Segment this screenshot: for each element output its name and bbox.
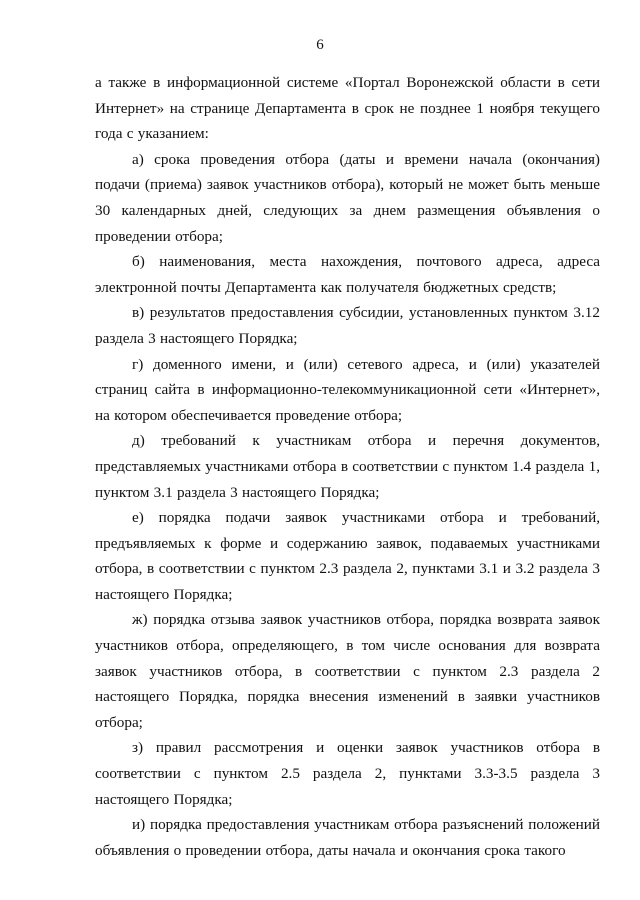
document-body xyxy=(95,70,600,863)
paragraph-item-i: и) порядка предоставления участникам отбора разъяснений положений объявления о проведении отбора, даты начала и окончания срока такого xyxy=(95,816,600,859)
page-number: 6 xyxy=(316,37,324,53)
paragraph-item-b: б) наименования, места нахождения, почтового адреса, адреса электронной почты Департамента как получателя бюджетных средств; xyxy=(95,253,600,296)
paragraph-intro: а также в информационной системе «Портал Воронежской области в сети Интернет» на странице Департамента в срок не позднее 1 ноября текущего года с указанием: xyxy=(95,74,600,143)
paragraph-item-a: а) срока проведения отбора (даты и времени начала (окончания) подачи (приема) заявок участников отбора), который не может быть меньше 30 календарных дней, следующих за днем размещения объявления о проведении отбора; xyxy=(95,150,600,245)
paragraph-item-v: в) результатов предоставления субсидии, установленных пунктом 3.12 раздела 3 настоящего Порядка; xyxy=(95,304,600,347)
paragraph-item-d: д) требований к участникам отбора и перечня документов, представляемых участниками отбора в соответствии с пунктом 1.4 раздела 1, пунктом 3.1 раздела 3 настоящего Порядка; xyxy=(95,432,600,501)
paragraph-item-g: г) доменного имени, и (или) сетевого адреса, и (или) указателей страниц сайта в информационно-телекоммуникационной сети «Интернет», на котором обеспечивается проведение отбора; xyxy=(95,355,600,424)
paragraph-item-e: е) порядка подачи заявок участниками отбора и требований, предъявляемых к форме и содержанию заявок, подаваемых участниками отбора, в соответствии с пунктом 2.3 раздела 2, пунктами 3.1 и 3.2 раздела 3 настоящего Порядка; xyxy=(95,509,600,603)
paragraph-item-z: з) правил рассмотрения и оценки заявок участников отбора в соответствии с пунктом 2.5 раздела 2, пунктами 3.3-3.5 раздела 3 настоящего Порядка; xyxy=(95,739,600,808)
paragraph-item-zh: ж) порядка отзыва заявок участников отбора, порядка возврата заявок участников отбора, определяющего, в том числе основания для возврата заявок участников отбора, в соответствии с пунктом 2.3 раздела 2 настоящего Порядка, порядка внесения изменений в заявки участников отбора; xyxy=(95,611,600,731)
